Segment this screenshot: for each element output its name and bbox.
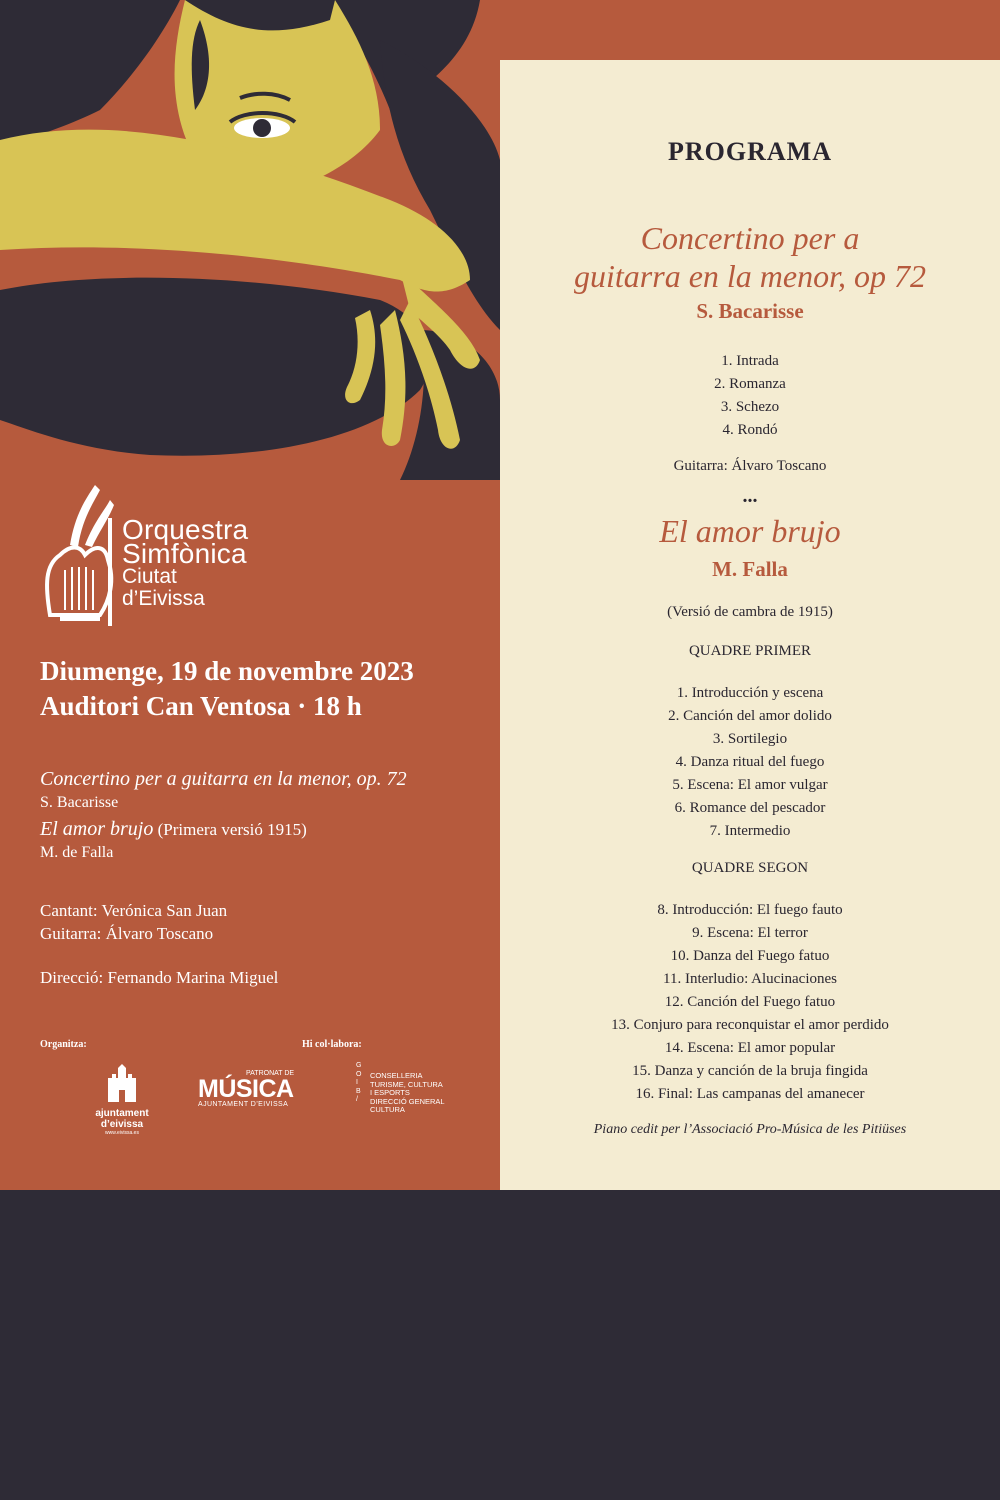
work1-title: Concertino per a guitarra en la menor, op. 72 [40, 768, 407, 790]
list-item: 14. Escena: El amor popular [664, 1040, 836, 1056]
list-item: 4. Rondó [722, 422, 778, 438]
patronat-big: MÚSICA [198, 1075, 294, 1103]
list-item: 1. Intrada [721, 353, 779, 369]
list-item: 4. Danza ritual del fuego [675, 754, 825, 770]
list-item: 7. Intermedio [709, 823, 791, 839]
work2-note: (Primera versió 1915) [153, 820, 307, 839]
logo-divider [108, 518, 112, 626]
ajuntament-logo [92, 1064, 152, 1136]
part1-heading: QUADRE PRIMER [688, 643, 812, 659]
work2-title: El amor brujo [40, 818, 154, 840]
orchestra-name-line2: Simfònica [122, 538, 247, 569]
goib-line4: DIRECCIÓ GENERAL [370, 1096, 445, 1106]
part2-heading: QUADRE SEGON [691, 860, 809, 876]
goib-letters: G O I B / [356, 1062, 362, 1103]
orchestra-name-line3: Ciutat [122, 565, 177, 588]
ajuntament-line1: ajuntament [95, 1108, 149, 1119]
list-item: 3. Sortilegio [712, 731, 788, 747]
ajuntament-url: www.eivissa.es [105, 1130, 139, 1136]
ajuntament-line2: d’eivissa [100, 1119, 144, 1130]
goib-line3: I ESPORTS [370, 1088, 410, 1097]
work1-title-line1: Concertino per a [640, 220, 860, 256]
work1-composer: S. Bacarisse [696, 299, 804, 323]
program-panel [500, 0, 1000, 1190]
castle-icon [104, 1064, 140, 1104]
piano-credit: Piano cedit per l’Associació Pro-Música de les Pitiüses [593, 1122, 907, 1137]
work2-composer: M. de Falla [40, 844, 114, 861]
top-band [500, 0, 1000, 60]
work1-movements [500, 350, 1000, 442]
patronat-small: PATRONAT DE [246, 1070, 295, 1077]
work2-version: (Versió de cambra de 1915) [667, 604, 833, 620]
guitarist: Guitarra: Álvaro Toscano [40, 924, 214, 943]
list-item: 16. Final: Las campanas del amanecer [635, 1086, 865, 1102]
list-item: 6. Romance del pescador [674, 800, 826, 816]
list-item: 3. Schezo [720, 399, 780, 415]
work2-composer: M. Falla [712, 557, 788, 581]
event-date-venue [40, 654, 414, 724]
event-venue: Auditori Can Ventosa · 18 h [40, 691, 362, 721]
work1-composer: S. Bacarisse [40, 794, 119, 811]
event-date: Diumenge, 19 de novembre 2023 [40, 656, 414, 686]
goib-line5: CULTURA [370, 1105, 405, 1114]
left-panel [0, 0, 500, 1190]
goib-line2: TURISME, CULTURA [370, 1079, 443, 1089]
work2-title: El amor brujo [659, 513, 841, 549]
list-item: 13. Conjuro para reconquistar el amor perdido [611, 1017, 889, 1033]
colabora-label: Hi col·labora: [302, 1039, 362, 1050]
orchestra-name-line1: Orquestra [122, 514, 249, 545]
list-item: 10. Danza del Fuego fatuo [670, 948, 830, 964]
guitarist-credit: Guitarra: Álvaro Toscano [673, 458, 827, 474]
illustration-woman-with-arm [0, 0, 500, 480]
performers [40, 899, 227, 945]
conductor: Direcció: Fernando Marina Miguel [40, 968, 279, 987]
orchestra-name [122, 514, 249, 610]
organiza-label: Organitza: [40, 1039, 87, 1050]
list-item: 9. Escena: El terror [692, 925, 808, 941]
separator: ... [742, 485, 758, 507]
part2-list [500, 899, 1000, 1106]
list-item: 5. Escena: El amor vulgar [672, 777, 828, 793]
program-heading: PROGRAMA [668, 137, 832, 166]
list-item: 12. Canción del Fuego fatuo [664, 994, 836, 1010]
works-list [40, 768, 480, 868]
goib-line1: CONSELLERIA [370, 1071, 423, 1080]
list-item: 1. Introducción y escena [676, 685, 824, 701]
work1-title-line2: guitarra en la menor, op 72 [574, 258, 926, 294]
singer: Cantant: Verónica San Juan [40, 901, 228, 920]
part1-list [500, 682, 1000, 843]
patronat-musica-logo [198, 1070, 308, 1108]
list-item: 2. Romanza [714, 376, 786, 392]
list-item: 8. Introducción: El fuego fauto [657, 902, 843, 918]
list-item: 2. Canción del amor dolido [668, 708, 832, 724]
bottom-band [0, 1190, 1000, 1500]
orchestra-name-line4: d’Eivissa [122, 587, 205, 610]
patronat-sub: AJUNTAMENT D’EIVISSA [198, 1101, 289, 1108]
list-item: 15. Danza y canción de la bruja fingida [632, 1063, 868, 1079]
list-item: 11. Interludio: Alucinaciones [663, 971, 837, 987]
